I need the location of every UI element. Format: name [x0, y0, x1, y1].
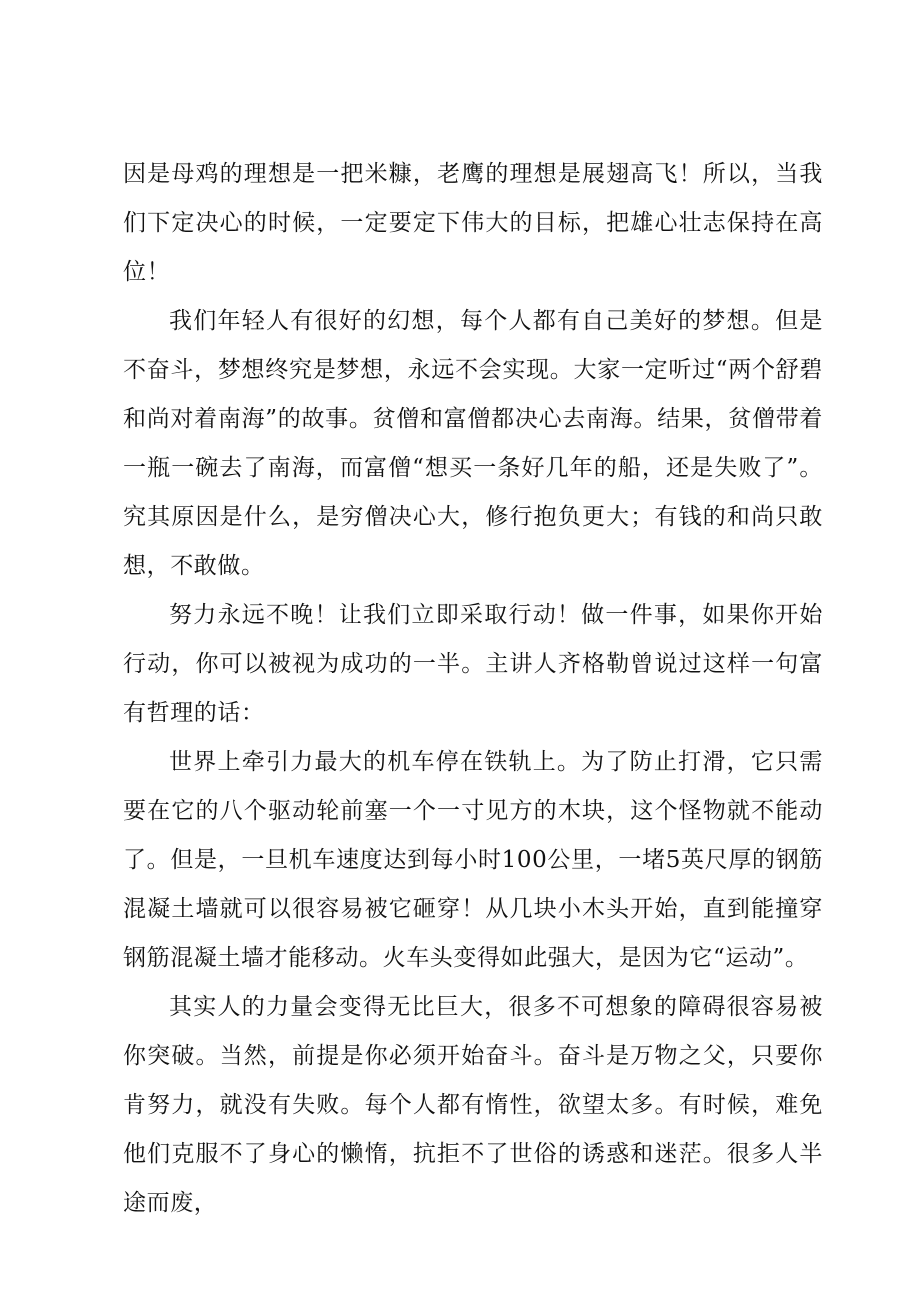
paragraph-4: 世界上牵引力最大的机车停在铁轨上。为了防止打滑，它只需要在它的八个驱动轮前塞一个一寸见方的木块，这个怪物就不能动了。但是，一旦机车速度达到每小时100公里，一堵5英尺厚的钢筋混凝土墙就可以很容易被它砸穿！从几块小木头开始，直到能撞穿钢筋混凝土墙才能移动。火车头变得如此强大，是因为它“运动”。 [123, 749, 823, 971]
paragraph-3: 努力永远不晚！让我们立即采取行动！做一件事，如果你开始行动，你可以被视为成功的一半。主讲人齐格勒曾说过这样一句富有哲理的话： [123, 602, 823, 726]
paragraph-1: 因是母鸡的理想是一把米糠，老鹰的理想是展翅高飞！所以，当我们下定决心的时候，一定要定下伟大的目标，把雄心壮志保持在高位！ [123, 161, 823, 285]
paragraph-2: 我们年轻人有很好的幻想，每个人都有自己美好的梦想。但是不奋斗，梦想终究是梦想，永远不会实现。大家一定听过“两个舒碧和尚对着南海”的故事。贫僧和富僧都决心去南海。结果，贫僧带着一瓶一碗去了南海，而富僧“想买一条好几年的船，还是失败了”。究其原因是什么，是穷僧决心大，修行抱负更大；有钱的和尚只敢想，不敢做。 [123, 308, 823, 579]
paragraph-5: 其实人的力量会变得无比巨大，很多不可想象的障碍很容易被你突破。当然，前提是你必须开始奋斗。奋斗是万物之父，只要你肯努力，就没有失败。每个人都有惰性，欲望太多。有时候，难免他们克服不了身心的懒惰，抗拒不了世俗的诱惑和迷茫。很多人半途而废， [123, 994, 823, 1216]
document-body [123, 150, 823, 1228]
